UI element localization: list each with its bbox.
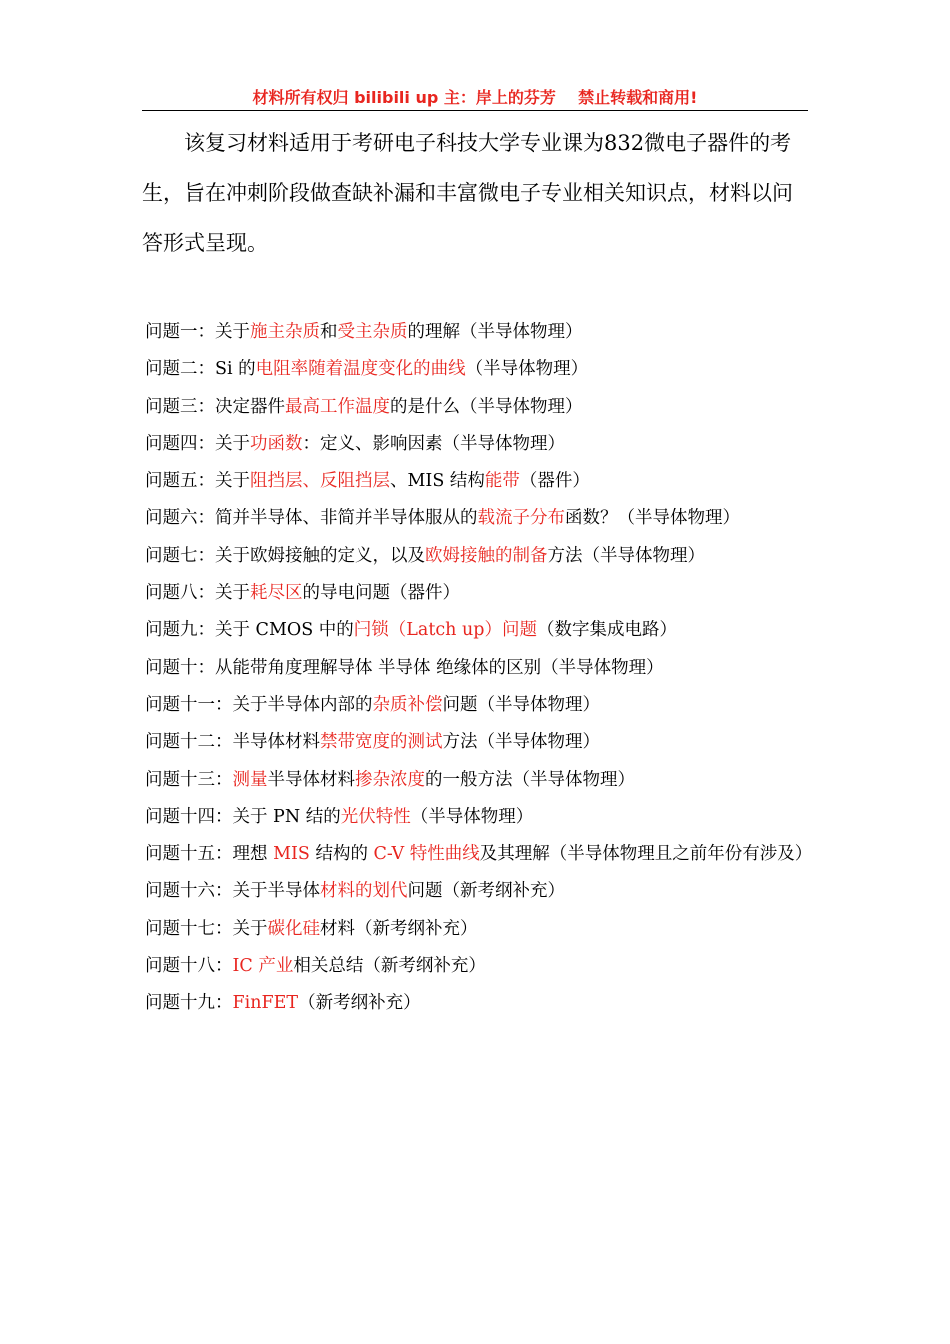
question-prefix: 问题十七：关于 — [145, 918, 268, 939]
question-prefix: 问题六：简并半导体、非简并半导体服从的 — [145, 508, 478, 529]
question-highlight: 能带 — [484, 471, 520, 492]
question-item — [145, 314, 815, 351]
question-item — [145, 873, 815, 910]
question-highlight: 施主杂质 — [250, 322, 320, 342]
question-highlight: 载流子分布 — [477, 508, 565, 529]
question-prefix: 问题十八： — [145, 956, 233, 977]
question-highlight: MIS — [273, 844, 310, 865]
question-highlight: 受主杂质 — [337, 322, 408, 342]
question-item — [145, 650, 815, 687]
question-highlight: 光伏特性 — [340, 806, 411, 827]
question-highlight: 掺杂浓度 — [355, 769, 425, 790]
question-suffix: ：定义、影响因素（半导体物理） — [302, 433, 565, 454]
question-mid: 结构的 — [309, 844, 374, 865]
question-prefix: 问题十六：关于半导体 — [145, 881, 320, 902]
question-item — [145, 538, 815, 575]
question-highlight: C-V 特性曲线 — [373, 844, 480, 865]
question-suffix: 材料（新考纲补充） — [320, 918, 478, 939]
question-suffix: 的理解（半导体物理） — [407, 322, 583, 342]
question-highlight: 闩锁（Latch up）问题 — [353, 620, 537, 641]
question-prefix: 问题八：关于 — [145, 583, 250, 604]
question-item — [145, 948, 815, 985]
question-prefix: 问题十九： — [145, 993, 233, 1014]
question-prefix: 问题十四：关于 PN 结的 — [145, 806, 341, 827]
question-highlight: 耗尽区 — [250, 583, 303, 604]
question-item — [145, 985, 815, 1022]
question-highlight: 最高工作温度 — [285, 396, 390, 417]
question-highlight: 杂质补偿 — [372, 694, 443, 715]
question-highlight: 阻挡层、反阻挡层 — [250, 471, 390, 492]
question-highlight: FinFET — [232, 993, 299, 1014]
question-item — [145, 612, 815, 649]
question-suffix: 的一般方法（半导体物理） — [425, 769, 635, 790]
question-item — [145, 799, 815, 836]
question-suffix: （半导体物理） — [410, 806, 534, 827]
question-suffix: 问题（新考纲补充） — [407, 881, 565, 902]
question-suffix: 相关总结（新考纲补充） — [293, 956, 486, 977]
question-suffix: 及其理解（半导体物理且之前年份有涉及） — [479, 844, 813, 865]
question-item — [145, 463, 815, 500]
question-list — [145, 314, 815, 1023]
question-prefix: 问题一：关于 — [145, 322, 250, 342]
question-highlight: 禁带宽度的测试 — [320, 732, 443, 753]
question-prefix: 问题十一：关于半导体内部的 — [145, 694, 373, 715]
question-highlight: 欧姆接触的制备 — [425, 545, 548, 566]
question-highlight: 功函数 — [250, 433, 303, 454]
question-item — [145, 575, 815, 612]
question-item — [145, 911, 815, 948]
question-item — [145, 762, 815, 799]
question-highlight: 测量 — [232, 769, 268, 790]
question-suffix: （新考纲补充） — [298, 993, 421, 1014]
question-suffix: 的是什么（半导体物理） — [390, 396, 583, 417]
question-item — [145, 500, 815, 537]
question-suffix: （半导体物理） — [465, 359, 589, 380]
question-item — [145, 426, 815, 463]
question-prefix: 问题五：关于 — [145, 471, 250, 492]
question-highlight: 电阻率随着温度变化的曲线 — [255, 359, 466, 380]
question-mid: 和 — [320, 322, 338, 342]
question-prefix: 问题十：从能带角度理解导体 半导体 绝缘体的区别（半导体物理） — [145, 657, 664, 678]
question-item — [145, 389, 815, 426]
question-prefix: 问题七：关于欧姆接触的定义，以及 — [145, 545, 425, 566]
question-item — [145, 836, 815, 873]
question-highlight: 材料的划代 — [320, 881, 408, 902]
question-prefix: 问题十五：理想 — [145, 844, 274, 865]
question-suffix: 问题（半导体物理） — [442, 694, 600, 715]
question-highlight: IC 产业 — [232, 956, 294, 977]
question-highlight: 碳化硅 — [267, 918, 320, 939]
question-suffix: 函数？（半导体物理） — [565, 508, 740, 529]
copyright-header: 材料所有权归 bilibili up 主：岸上的芬芳 禁止转载和商用! — [252, 88, 698, 107]
question-item — [145, 351, 815, 388]
question-prefix: 问题十三： — [145, 769, 233, 790]
question-suffix: 方法（半导体物理） — [547, 545, 705, 566]
question-suffix: （数字集成电路） — [536, 620, 677, 641]
question-prefix: 问题十二：半导体材料 — [145, 732, 320, 753]
question-suffix: 方法（半导体物理） — [442, 732, 600, 753]
question-suffix: 的导电问题（器件） — [302, 583, 460, 604]
intro-paragraph: 该复习材料适用于考研电子科技大学专业课为832微电子器件的考生，旨在冲刺阶段做查缺补漏和丰富微电子专业相关知识点，材料以问答形式呈现。 — [142, 131, 793, 255]
header-divider — [142, 110, 808, 111]
question-item — [145, 687, 815, 724]
question-prefix: 问题二：Si 的 — [145, 359, 256, 380]
question-suffix: （器件） — [519, 471, 590, 492]
question-prefix: 问题四：关于 — [145, 433, 250, 454]
question-item — [145, 724, 815, 761]
question-prefix: 问题三：决定器件 — [145, 396, 285, 417]
question-mid: 、MIS 结构 — [390, 471, 485, 492]
question-mid: 半导体材料 — [267, 769, 355, 790]
question-prefix: 问题九：关于 CMOS 中的 — [145, 620, 354, 641]
